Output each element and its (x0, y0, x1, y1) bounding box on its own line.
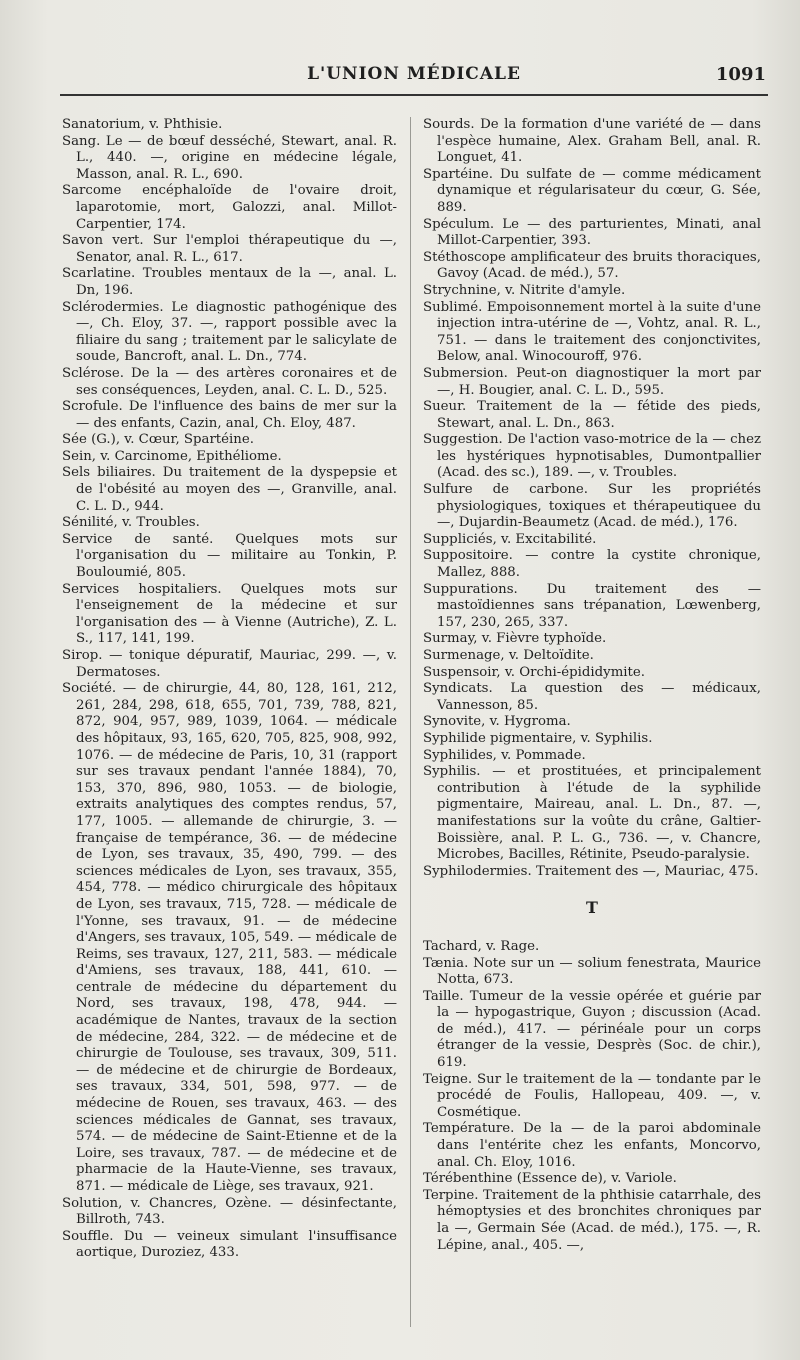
left-column (62, 117, 397, 1262)
index-entry: Suspensoir, v. Orchi-épididymite. (423, 664, 645, 680)
running-title: L'UNION MÉDICALE (307, 64, 521, 84)
index-entry: Scarlatine. Troubles mentaux de la —, anal. L. Dn, 196. (62, 266, 397, 298)
index-entry: Spartéine. Du sulfate de — comme médicament dynamique et régularisateur du cœur, G. Sée, 889. (423, 166, 761, 215)
index-entry: Sulfure de carbone. Sur les propriétés physiologiques, toxiques et thérapeutiquee du —, Dujardin-Beaumetz (Acad. de méd.), 176. (423, 482, 761, 531)
index-entry: Surmay, v. Fièvre typhoïde. (423, 631, 607, 647)
right-column-bottom (423, 939, 761, 1254)
index-entry: Syphilide pigmentaire, v. Syphilis. (423, 730, 653, 746)
index-entry: Strychnine, v. Nitrite d'amyle. (423, 282, 626, 298)
index-entry: Sarcome encéphaloïde de l'ovaire droit, laparotomie, mort, Galozzi, anal. Millot-Carpentier, 174. (62, 183, 397, 232)
index-entry: Sclérodermies. Le diagnostic pathogénique des —, Ch. Eloy, 37. —, rapport possible avec la filiaire du sang ; traitement par le salicylate de soude, Bancroft, anal. L. Dn., 774. (62, 299, 397, 365)
index-entry: Société. — de chirurgie, 44, 80, 128, 161, 212, 261, 284, 298, 618, 655, 701, 739, 788, 821, 872, 904, 957, 989, 1039, 1064. — médicale des hôpitaux, 93, 165, 620, 705, 825, 908, 992, 1076. — de médecine de Paris, 10, 31 (rapport sur ses travaux pendant l'année 1884), 70, 153, 370, 896, 980, 1053. — de biologie, extraits analytiques des comptes rendus, 57, 177, 1005. — allemande de chirurgie, 3. — française de tempérance, 36. — de médecine de Lyon, ses travaux, 35, 490, 799. — des sciences médicales de Lyon, ses travaux, 355, 454, 778. — médico chirurgicale des hôpitaux de Lyon, ses travaux, 715, 728. — médicale de l'Yonne, ses travaux, 91. — de médecine d'Angers, ses travaux, 105, 549. — médicale de Reims, ses travaux, 127, 211, 583. — médicale d'Amiens, ses travaux, 188, 441, 610. — centrale de médecine du département du Nord, ses travaux, 198, 478, 944. — académique de Nantes, travaux de la section de médecine, 284, 322. — de médecine et de chirurgie de Toulouse, ses travaux, 309, 511. — de médecine et de chirurgie de Bordeaux, ses travaux, 334, 501, 598, 977. — de médecine de Rouen, ses travaux, 463. — des sciences médicales de Gannat, ses travaux, 574. — de médecine de Saint-Etienne et de la Loire, ses travaux, 787. — de médecine et de pharmacie de la Haute-Vienne, ses travaux, 871. — médicale de Liège, ses travaux, 921. (62, 681, 397, 1194)
index-entry: Suppositoire. — contre la cystite chronique, Mallez, 888. (423, 548, 761, 581)
index-entry: Tænia. Note sur un — solium fenestrata, Maurice Notta, 673. (423, 955, 761, 988)
header-rule (60, 94, 768, 96)
index-entry: Sclérose. De la — des artères coronaires et de ses conséquences, Leyden, anal. C. L. D., 525. (62, 365, 397, 398)
index-entry: Spéculum. Le — des parturientes, Minati, anal Millot-Carpentier, 393. (423, 216, 761, 249)
index-entry: Savon vert. Sur l'emploi thérapeutique du —, Senator, anal. R. L., 617. (62, 233, 397, 265)
index-entry: Sanatorium, v. Phthisie. (62, 117, 223, 132)
index-entry: Suggestion. De l'action vaso-motrice de la — chez les hystériques hypnotisables, Dumontpallier (Acad. des sc.), 189. —, v. Troubles. (423, 432, 761, 481)
index-entry: Syphilodermies. Traitement des —, Mauriac, 475. (423, 863, 759, 879)
index-entry: Surmenage, v. Deltoïdite. (423, 648, 594, 663)
index-entry: Sueur. Traitement de la — fétide des pieds, Stewart, anal. L. Dn., 863. (423, 399, 761, 431)
index-entry: Tachard, v. Rage. (423, 938, 540, 954)
index-entry: Sénilité, v. Troubles. (62, 515, 200, 531)
right-column (423, 117, 761, 1254)
index-entry: Sels biliaires. Du traitement de la dyspepsie et de l'obésité au moyen des —, Granville, anal. C. L. D., 944. (62, 465, 397, 514)
section-letter-heading: T (586, 898, 598, 918)
index-entry: Suppurations. Du traitement des — mastoïdiennes sans trépanation, Lœwenberg, 157, 230, 265, 337. (423, 581, 761, 630)
column-divider (410, 117, 411, 1327)
index-entry: Sein, v. Carcinome, Epithéliome. (62, 448, 282, 464)
index-entry: Syphilides, v. Pommade. (423, 747, 586, 763)
index-entry: Syphilis. — et prostituées, et principalement contribution à l'étude de la syphilide pigmentaire, Maireau, anal. L. Dn., 87. —, manifestations sur la voûte du crâne, Galtier-Boissière, anal. P. L. G., 736. —, v. Chancre, Microbes, Bacilles, Rétinite, Pseudo-paralysie. (423, 764, 761, 863)
index-entry: Souffle. Du — veineux simulant l'insuffisance aortique, Duroziez, 433. (62, 1228, 397, 1261)
index-entry: Sublimé. Empoisonnement mortel à la suite d'une injection intra-utérine de —, Vohtz, anal. R. L., 751. — dans le traitement des conjonctivites, Below, anal. Winocouroff, 976. (423, 299, 761, 365)
index-entry: Syndicats. La question des — médicaux, Vannesson, 85. (423, 681, 761, 713)
index-entry: Scrofule. De l'influence des bains de mer sur la — des enfants, Cazin, anal, Ch. Eloy, 487. (62, 399, 397, 431)
index-entry: Sée (G.), v. Cœur, Spartéine. (62, 432, 254, 448)
index-entry: Taille. Tumeur de la vessie opérée et guérie par la — hypogastrique, Guyon ; discussion (Acad. de méd.), 417. — périnéale pour un corps étranger de la vessie, Desprès (Soc. de chir.), 619. (423, 988, 761, 1071)
index-entry: Service de santé. Quelques mots sur l'organisation du — militaire au Tonkin, P. Bouloumié, 805. (62, 531, 397, 581)
index-entry: Terpine. Traitement de la phthisie catarrhale, des hémoptysies et des bronchites chroniques par la —, Germain Sée (Acad. de méd.), 175. —, R. Lépine, anal., 405. —, (423, 1187, 761, 1253)
index-entry: Teigne. Sur le traitement de la — tondante par le procédé de Foulis, Hallopeau, 409. —, v. Cosmétique. (423, 1071, 761, 1120)
right-column-top (423, 117, 761, 880)
index-entry: Température. De la — de la paroi abdominale dans l'entérite chez les enfants, Moncorvo, anal. Ch. Eloy, 1016. (423, 1121, 761, 1170)
page-header (60, 62, 768, 92)
index-entry: Térébenthine (Essence de), v. Variole. (423, 1171, 677, 1187)
index-entry: Sourds. De la formation d'une variété de — dans l'espèce humaine, Alex. Graham Bell, anal. R. Longuet, 41. (423, 117, 761, 166)
index-entry: Sang. Le — de bœuf desséché, Stewart, anal. R. L., 440. —, origine en médecine légale, Masson, anal. R. L., 690. (62, 133, 397, 182)
page-number: 1091 (715, 64, 766, 85)
index-entry: Sirop. — tonique dépuratif, Mauriac, 299. —, v. Dermatoses. (62, 648, 397, 680)
index-entry: Solution, v. Chancres, Ozène. — désinfectante, Billroth, 743. (62, 1195, 397, 1228)
index-entry: Synovite, v. Hygroma. (423, 714, 571, 730)
index-entry: Services hospitaliers. Quelques mots sur l'enseignement de la médecine et sur l'organisation des — à Vienne (Autriche), Z. L. S., 117, 141, 199. (62, 581, 397, 647)
index-entry: Submersion. Peut-on diagnostiquer la mort par —, H. Bougier, anal. C. L. D., 595. (423, 365, 761, 398)
index-entry: Stéthoscope amplificateur des bruits thoraciques, Gavoy (Acad. de méd.), 57. (423, 249, 761, 282)
index-entry: Suppliciés, v. Excitabilité. (423, 531, 597, 547)
